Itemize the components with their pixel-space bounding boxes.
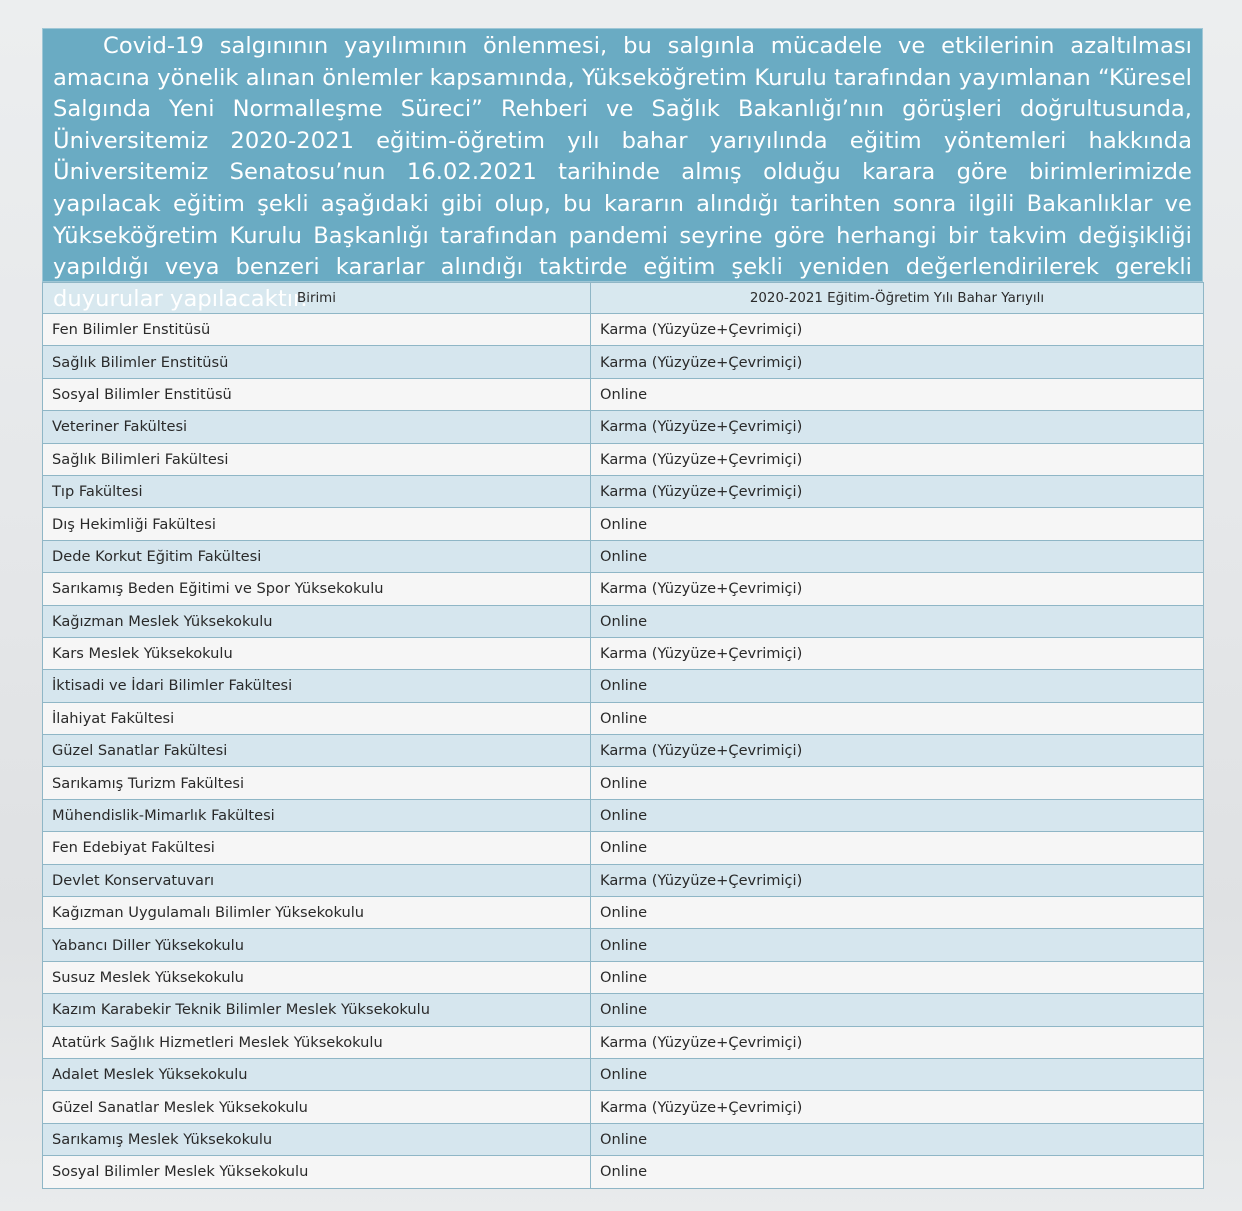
table-row (43, 832, 1204, 864)
table-row (43, 799, 1204, 831)
education-mode-cell: Online (591, 767, 1204, 799)
education-mode-cell: Online (591, 961, 1204, 993)
education-mode-cell: Online (591, 540, 1204, 572)
table-row (43, 767, 1204, 799)
header-semester: 2020-2021 Eğitim-Öğretim Yılı Bahar Yarıyılı (591, 283, 1204, 314)
unit-name-cell: Fen Edebiyat Fakültesi (43, 832, 591, 864)
unit-name-cell: Güzel Sanatlar Fakültesi (43, 735, 591, 767)
table-row (43, 961, 1204, 993)
unit-name-cell: İktisadi ve İdari Bilimler Fakültesi (43, 670, 591, 702)
education-mode-cell: Online (591, 799, 1204, 831)
unit-name-cell: Fen Bilimler Enstitüsü (43, 314, 591, 346)
education-mode-cell: Online (591, 605, 1204, 637)
table-row (43, 573, 1204, 605)
table-row (43, 1156, 1204, 1188)
table-row (43, 897, 1204, 929)
table-row (43, 411, 1204, 443)
education-mode-cell: Karma (Yüzyüze+Çevrimiçi) (591, 411, 1204, 443)
unit-name-cell: Sarıkamış Beden Eğitimi ve Spor Yüksekokulu (43, 573, 591, 605)
table-row (43, 1091, 1204, 1123)
education-mode-cell: Karma (Yüzyüze+Çevrimiçi) (591, 637, 1204, 669)
unit-name-cell: Adalet Meslek Yüksekokulu (43, 1058, 591, 1090)
unit-name-cell: İlahiyat Fakültesi (43, 702, 591, 734)
unit-name-cell: Sosyal Bilimler Meslek Yüksekokulu (43, 1156, 591, 1188)
unit-name-cell: Sosyal Bilimler Enstitüsü (43, 378, 591, 410)
unit-name-cell: Sağlık Bilimleri Fakültesi (43, 443, 591, 475)
table-row (43, 1026, 1204, 1058)
education-mode-cell: Karma (Yüzyüze+Çevrimiçi) (591, 1026, 1204, 1058)
education-mode-cell: Online (591, 1058, 1204, 1090)
unit-name-cell: Dış Hekimliği Fakültesi (43, 508, 591, 540)
education-mode-cell: Online (591, 832, 1204, 864)
table-row (43, 508, 1204, 540)
unit-name-cell: Devlet Konservatuvarı (43, 864, 591, 896)
unit-name-cell: Sarıkamış Meslek Yüksekokulu (43, 1123, 591, 1155)
table-row (43, 314, 1204, 346)
unit-name-cell: Dede Korkut Eğitim Fakültesi (43, 540, 591, 572)
education-mode-cell: Karma (Yüzyüze+Çevrimiçi) (591, 443, 1204, 475)
intro-paragraph: Covid-19 salgınının yayılımının önlenmesi, bu salgınla mücadele ve etkilerinin azaltılması amacına yönelik alınan önlemler kapsamında, Yükseköğretim Kurulu tarafından yayımlanan “Küresel Salgında Yeni Normalleşme Süreci” Rehberi ve Sağlık Bakanlığı’nın görüşleri doğrultusunda, Üniversitemiz 2020-2021 eğitim-öğretim yılı bahar yarıyılında eğitim yöntemleri hakkında Üniversitemiz Senatosu’nun 16.02.2021 tarihinde almış olduğu karara göre birimlerimizde yapılacak eğitim şekli aşağıdaki gibi olup, bu kararın alındığı tarihten sonra ilgili Bakanlıklar ve Yükseköğretim Kurulu Başkanlığı tarafından pandemi seyrine göre herhangi bir takvim değişikliği yapıldığı veya benzeri kararlar alındığı taktirde eğitim şekli yeniden değerlendirilerek gerekli duyurular yapılacaktır. (42, 28, 1203, 282)
table-row (43, 929, 1204, 961)
education-mode-cell: Online (591, 1156, 1204, 1188)
table-row (43, 637, 1204, 669)
unit-name-cell: Kars Meslek Yüksekokulu (43, 637, 591, 669)
education-mode-cell: Online (591, 897, 1204, 929)
table-row (43, 864, 1204, 896)
education-mode-cell: Online (591, 1123, 1204, 1155)
unit-name-cell: Yabancı Diller Yüksekokulu (43, 929, 591, 961)
table-row (43, 994, 1204, 1026)
table-row (43, 378, 1204, 410)
education-mode-cell: Online (591, 378, 1204, 410)
education-mode-cell: Karma (Yüzyüze+Çevrimiçi) (591, 475, 1204, 507)
unit-name-cell: Susuz Meslek Yüksekokulu (43, 961, 591, 993)
table-row (43, 735, 1204, 767)
table-row (43, 346, 1204, 378)
table-row (43, 702, 1204, 734)
education-mode-cell: Karma (Yüzyüze+Çevrimiçi) (591, 735, 1204, 767)
unit-name-cell: Kağızman Meslek Yüksekokulu (43, 605, 591, 637)
unit-name-cell: Kağızman Uygulamalı Bilimler Yüksekokulu (43, 897, 591, 929)
unit-name-cell: Güzel Sanatlar Meslek Yüksekokulu (43, 1091, 591, 1123)
header-unit: Birimi (43, 283, 591, 314)
education-mode-cell: Karma (Yüzyüze+Çevrimiçi) (591, 314, 1204, 346)
education-mode-cell: Online (591, 994, 1204, 1026)
unit-name-cell: Kazım Karabekir Teknik Bilimler Meslek Yüksekokulu (43, 994, 591, 1026)
unit-name-cell: Tıp Fakültesi (43, 475, 591, 507)
table-row (43, 475, 1204, 507)
table-row (43, 605, 1204, 637)
unit-name-cell: Atatürk Sağlık Hizmetleri Meslek Yüksekokulu (43, 1026, 591, 1058)
unit-name-cell: Sarıkamış Turizm Fakültesi (43, 767, 591, 799)
announcement-document (42, 28, 1203, 1189)
education-mode-cell: Online (591, 508, 1204, 540)
table-row (43, 1123, 1204, 1155)
unit-name-cell: Veteriner Fakültesi (43, 411, 591, 443)
education-mode-cell: Online (591, 702, 1204, 734)
education-mode-table (42, 282, 1204, 1189)
education-mode-cell: Karma (Yüzyüze+Çevrimiçi) (591, 1091, 1204, 1123)
table-row (43, 670, 1204, 702)
unit-name-cell: Sağlık Bilimler Enstitüsü (43, 346, 591, 378)
education-mode-cell: Karma (Yüzyüze+Çevrimiçi) (591, 864, 1204, 896)
table-row (43, 540, 1204, 572)
unit-name-cell: Mühendislik-Mimarlık Fakültesi (43, 799, 591, 831)
table-row (43, 1058, 1204, 1090)
education-mode-cell: Karma (Yüzyüze+Çevrimiçi) (591, 573, 1204, 605)
table-body (43, 314, 1204, 1189)
education-mode-cell: Karma (Yüzyüze+Çevrimiçi) (591, 346, 1204, 378)
table-row (43, 443, 1204, 475)
education-mode-cell: Online (591, 670, 1204, 702)
education-mode-cell: Online (591, 929, 1204, 961)
